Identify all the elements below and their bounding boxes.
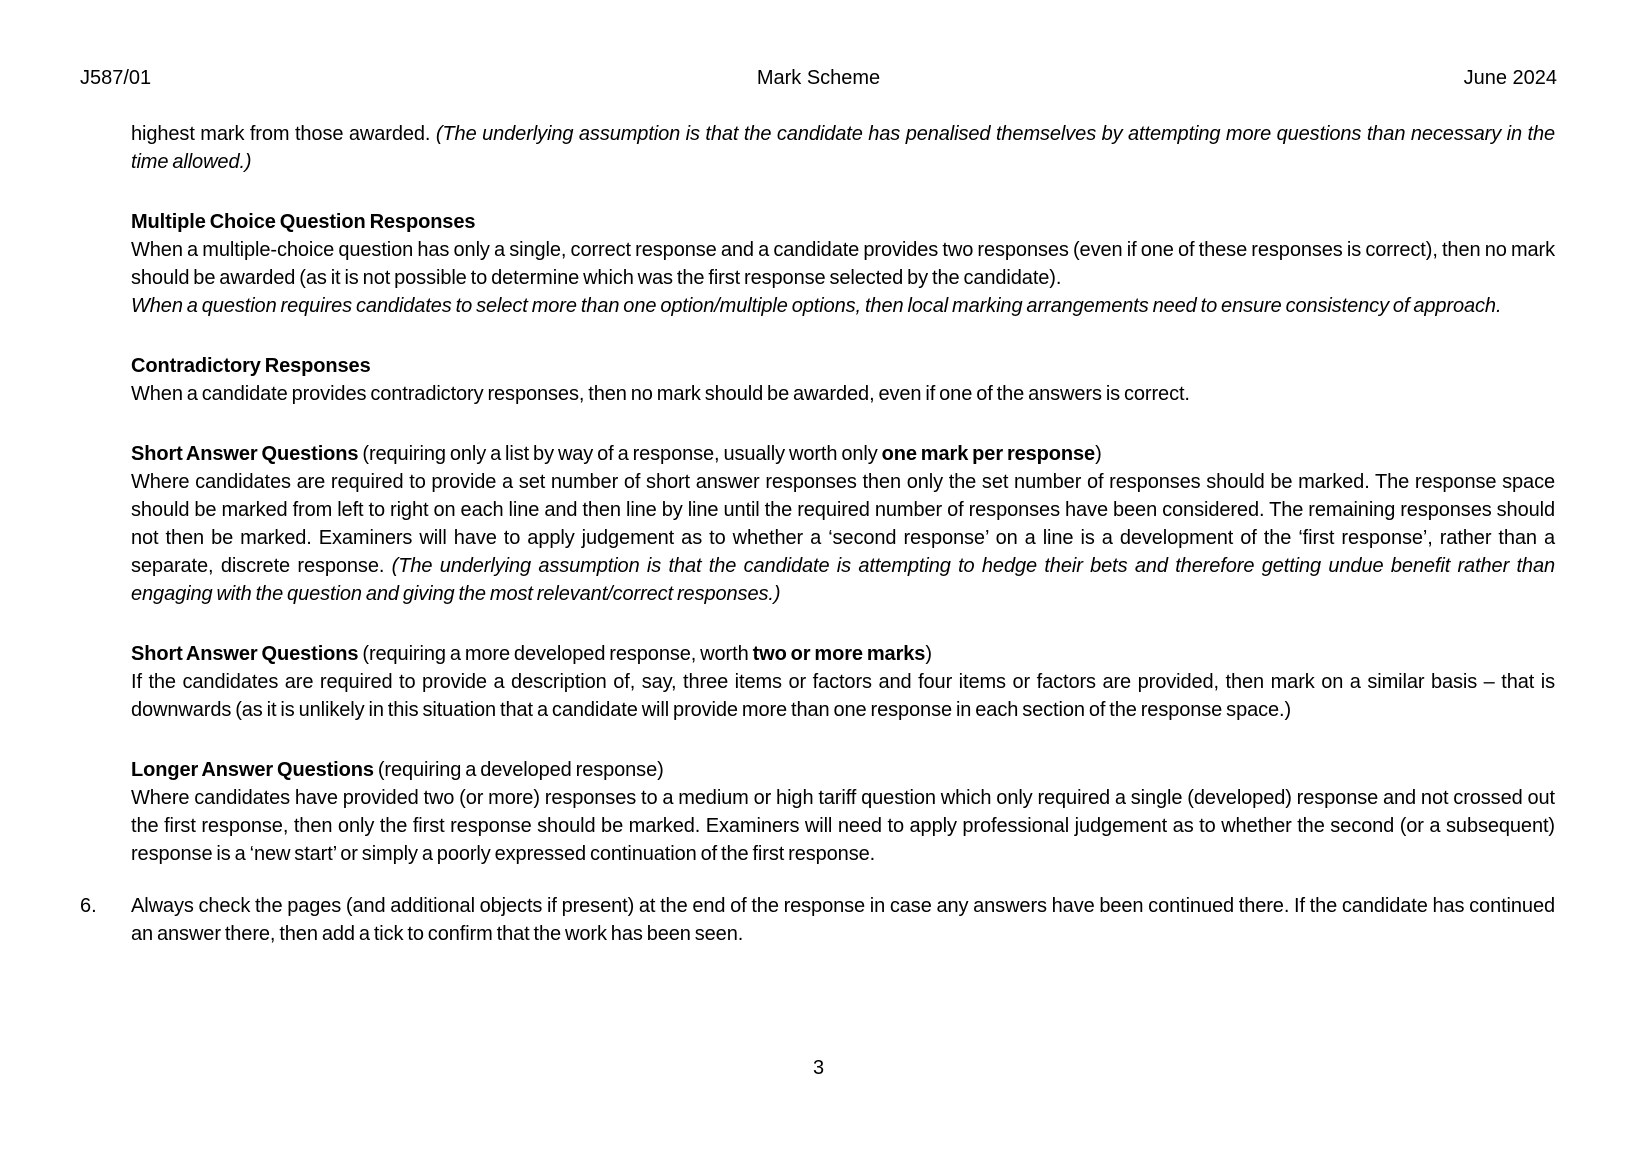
text-segment: Where candidates have provided two (or more) responses to a medium or high tariff question which only required a single (developed) response and not crossed out the first response, then only the first response should be marked. Examiners will need to apply professional judgement as to whether the second (or a subsequent) response is a ‘new start’ or simply a poorly expressed continuation of the first response.: [131, 787, 1555, 865]
section-longer-answer-questions: [131, 756, 1555, 868]
body-text-block: [80, 120, 1555, 868]
text-segment: Contradictory Responses: [131, 355, 371, 377]
intro-paragraph: [131, 120, 1555, 176]
text-segment: one mark per response: [881, 443, 1096, 465]
section-heading: [131, 208, 1555, 236]
text-segment: highest mark from those awarded.: [131, 123, 436, 145]
text-segment: ): [1095, 443, 1102, 465]
text-segment: When a candidate provides contradictory responses, then no mark should be awarded, even if one of the answers is correct.: [131, 383, 1190, 405]
item-number: 6.: [80, 895, 97, 917]
text-segment: ): [925, 643, 932, 665]
section-paragraph: [131, 236, 1555, 292]
text-segment: Short Answer Questions: [131, 443, 359, 465]
section-paragraph: [131, 380, 1555, 408]
section-paragraph: [131, 784, 1555, 868]
section-heading: [131, 640, 1555, 668]
text-segment: Multiple Choice Question Responses: [131, 211, 476, 233]
text-segment: When a question requires candidates to select more than one option/multiple options, then local marking arrangements need to ensure consistency of approach.: [131, 295, 1502, 317]
section-short-answer-questions-list: [131, 440, 1555, 608]
text-segment: (requiring a developed response): [373, 759, 664, 781]
doc-title: Mark Scheme: [756, 67, 881, 89]
text-segment: (requiring a more developed response, worth: [358, 643, 753, 665]
page-number: 3: [812, 1057, 825, 1079]
doc-date: June 2024: [1463, 67, 1557, 89]
page-footer: [0, 1054, 1637, 1082]
text-segment: Always check the pages (and additional objects if present) at the end of the response in case any answers have been continued there. If the candidate has continued an answer there, then add a tick to confirm that the work has been seen.: [131, 895, 1555, 945]
text-segment: (The underlying assumption is that the candidate is attempting to hedge their bets and therefore getting undue benefit rather than engaging with the question and giving the most relevant/correct responses.): [131, 555, 1555, 605]
doc-code: J587/01: [80, 67, 152, 89]
text-segment: (The underlying assumption is that the candidate has penalised themselves by attempting more questions than necessary in the time allowed.): [131, 123, 1555, 173]
page-header: [80, 64, 1557, 92]
section-multiple-choice-question-responses: [131, 208, 1555, 320]
document-body: [80, 120, 1555, 948]
section-paragraph: [131, 468, 1555, 608]
section-heading: [131, 440, 1555, 468]
text-segment: Short Answer Questions: [131, 643, 359, 665]
section-paragraph: [131, 292, 1555, 320]
section-heading: [131, 352, 1555, 380]
text-segment: Where candidates are required to provide a set number of short answer responses then only the set number of responses should be marked. The response space should be marked from left to right on each line and then line by line until the required number of responses have been considered. The remaining responses should not then be marked. Examiners will have to apply judgement as to whether a ‘second response’ on a line is a development of the ‘first response’, rather than a separate, discrete response.: [131, 471, 1555, 577]
text-segment: (requiring only a list by way of a response, usually worth only: [358, 443, 882, 465]
numbered-item-6: [80, 892, 1555, 948]
section-contradictory-responses: [131, 352, 1555, 408]
item-text: [131, 892, 1555, 948]
section-paragraph: [131, 668, 1555, 724]
text-segment: If the candidates are required to provide a description of, say, three items or factors and four items or factors are provided, then mark on a similar basis – that is downwards (as it is unlikely in this situation that a candidate will provide more than one response in each section of the response space.): [131, 671, 1555, 721]
section-short-answer-questions-developed: [131, 640, 1555, 724]
text-segment: two or more marks: [752, 643, 926, 665]
text-segment: Longer Answer Questions: [131, 759, 374, 781]
section-heading: [131, 756, 1555, 784]
text-segment: When a multiple-choice question has only a single, correct response and a candidate provides two responses (even if one of these responses is correct), then no mark should be awarded (as it is not possible to determine which was the first response selected by the candidate).: [131, 239, 1555, 289]
